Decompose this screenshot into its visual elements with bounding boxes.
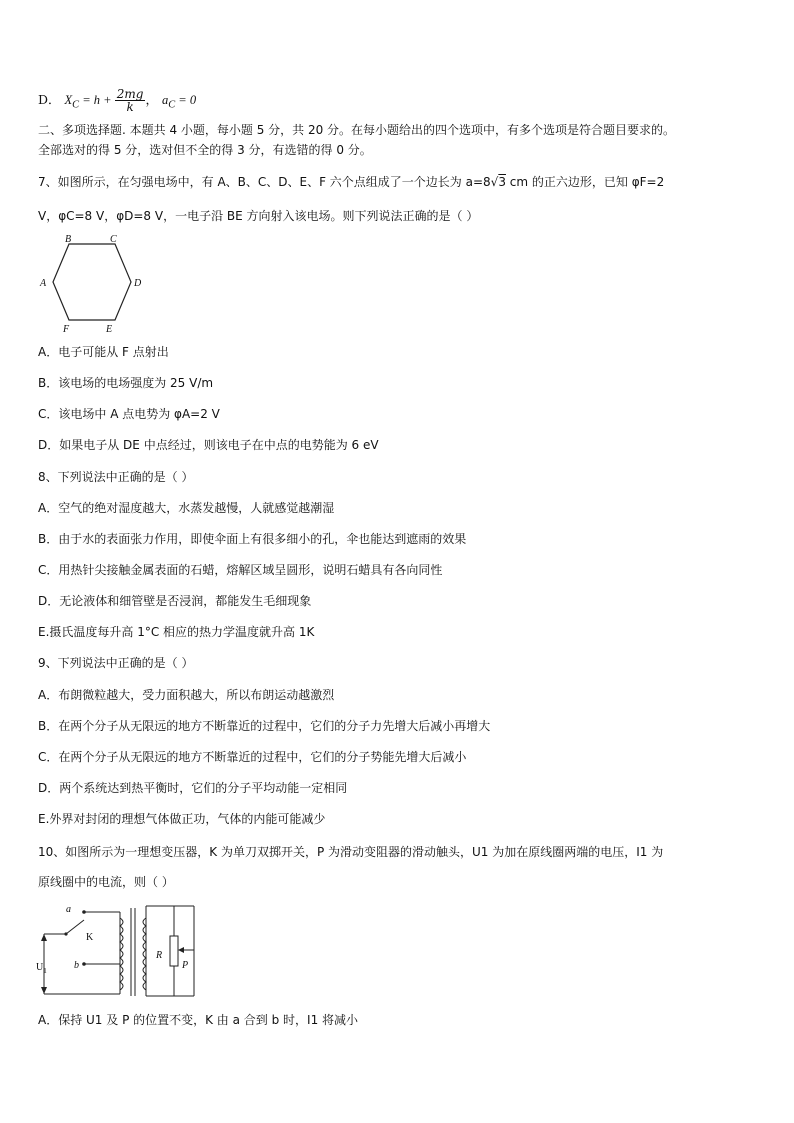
transformer-figure [34,896,204,1002]
equation-part: = h + [79,93,115,107]
q8-option-c: C．用热针尖接触金属表面的石蜡，熔解区域呈圆形，说明石蜡具有各向同性 [38,563,443,577]
section2-line1: 二、多项选择题. 本题共 4 小题，每小题 5 分，共 20 分。在每小题给出的四个选项中，有多个选项是符合题目要求的。 [38,123,676,137]
vertex-label-e: E [106,324,113,335]
q9-option-d: D．两个系统达到热平衡时，它们的分子平均动能一定相同 [38,781,348,795]
label-u1: $U_1$ [36,962,47,975]
q10-stem-line1: 10、如图所示为一理想变压器，K 为单刀双掷开关，P 为滑动变阻器的滑动触头，U1 为加在原线圈两端的电压，I1 为 [38,845,664,859]
xc-symbol: X [64,93,73,107]
q10-option-a: A．保持 U1 及 P 的位置不变，K 由 a 合到 b 时，I1 将减小 [38,1013,359,1027]
sqrt-radicand: 3 [498,175,506,189]
hexagon-figure [36,232,146,336]
q7-stem-line1 [38,174,664,190]
vertex-label-a: A [40,278,47,289]
ac-symbol: a [161,93,169,107]
q9-option-b: B．在两个分子从无限远的地方不断靠近的过程中，它们的分子力先增大后减小再增大 [38,719,491,733]
q7-stem-line2: V，φC=8 V，φD=8 V，一电子沿 BE 方向射入该电场。则下列说法正确的是（ ） [38,209,479,223]
q8-option-b: B．由于水的表面张力作用，即使伞面上有很多细小的孔，伞也能达到遮雨的效果 [38,532,467,546]
q8-option-d: D．无论液体和细管壁是否浸润，都能发生毛细现象 [38,594,312,608]
q9-option-e: E.外界对封闭的理想气体做正功，气体的内能可能减少 [38,812,326,826]
separator: ， [145,92,158,107]
label-p: P [182,960,189,971]
option-d-previous [38,88,196,114]
q8-option-a: A．空气的绝对湿度越大，水蒸发越慢，人就感觉越潮湿 [38,501,335,515]
vertex-label-c: C [110,234,117,245]
vertex-label-f: F [63,324,70,335]
hexagon-shape [53,244,131,320]
ac-equation: = 0 [175,93,197,107]
fraction [115,88,146,113]
ac-subscript: C [168,99,176,111]
vertex-label-b: B [65,234,72,245]
label-k: K [86,932,94,943]
vertex-label-d: D [134,278,142,289]
q7-option-d: D．如果电子从 DE 中点经过，则该电子在中点的电势能为 6 eV [38,438,379,452]
label-a: a [66,904,71,915]
fraction-numerator: 2mg [116,87,144,101]
q9-option-c: C．在两个分子从无限远的地方不断靠近的过程中，它们的分子势能先增大后减小 [38,750,467,764]
sqrt-sign: √ [490,175,499,189]
fraction-denominator: k [126,100,134,114]
q7-stem-part2: cm 的正六边形，已知 φF=2 [505,175,665,189]
switch-k [66,920,84,934]
resistor-r [170,936,178,966]
q9-option-a: A．布朗微粒越大，受力面积越大，所以布朗运动越激烈 [38,688,335,702]
q8-stem: 8、下列说法中正确的是（ ） [38,470,194,484]
option-label: D． [38,92,61,107]
q7-option-b: B．该电场的电场强度为 25 V/m [38,376,214,390]
q7-stem-part1: 7、如图所示，在匀强电场中，有 A、B、C、D、E、F 六个点组成了一个边长为 a=8 [38,175,491,189]
xc-subscript: C [72,99,80,111]
q7-option-c: C．该电场中 A 点电势为 φA=2 V [38,407,220,421]
q10-stem-line2: 原线圈中的电流，则（ ） [38,875,174,889]
section2-line2: 全部选对的得 5 分，选对但不全的得 3 分，有选错的得 0 分。 [38,143,372,157]
q9-stem: 9、下列说法中正确的是（ ） [38,656,194,670]
q7-option-a: A．电子可能从 F 点射出 [38,345,169,359]
q8-option-e: E.摄氏温度每升高 1°C 相应的热力学温度就升高 1K [38,625,315,639]
label-b: b [74,960,79,971]
label-r: R [156,950,163,961]
